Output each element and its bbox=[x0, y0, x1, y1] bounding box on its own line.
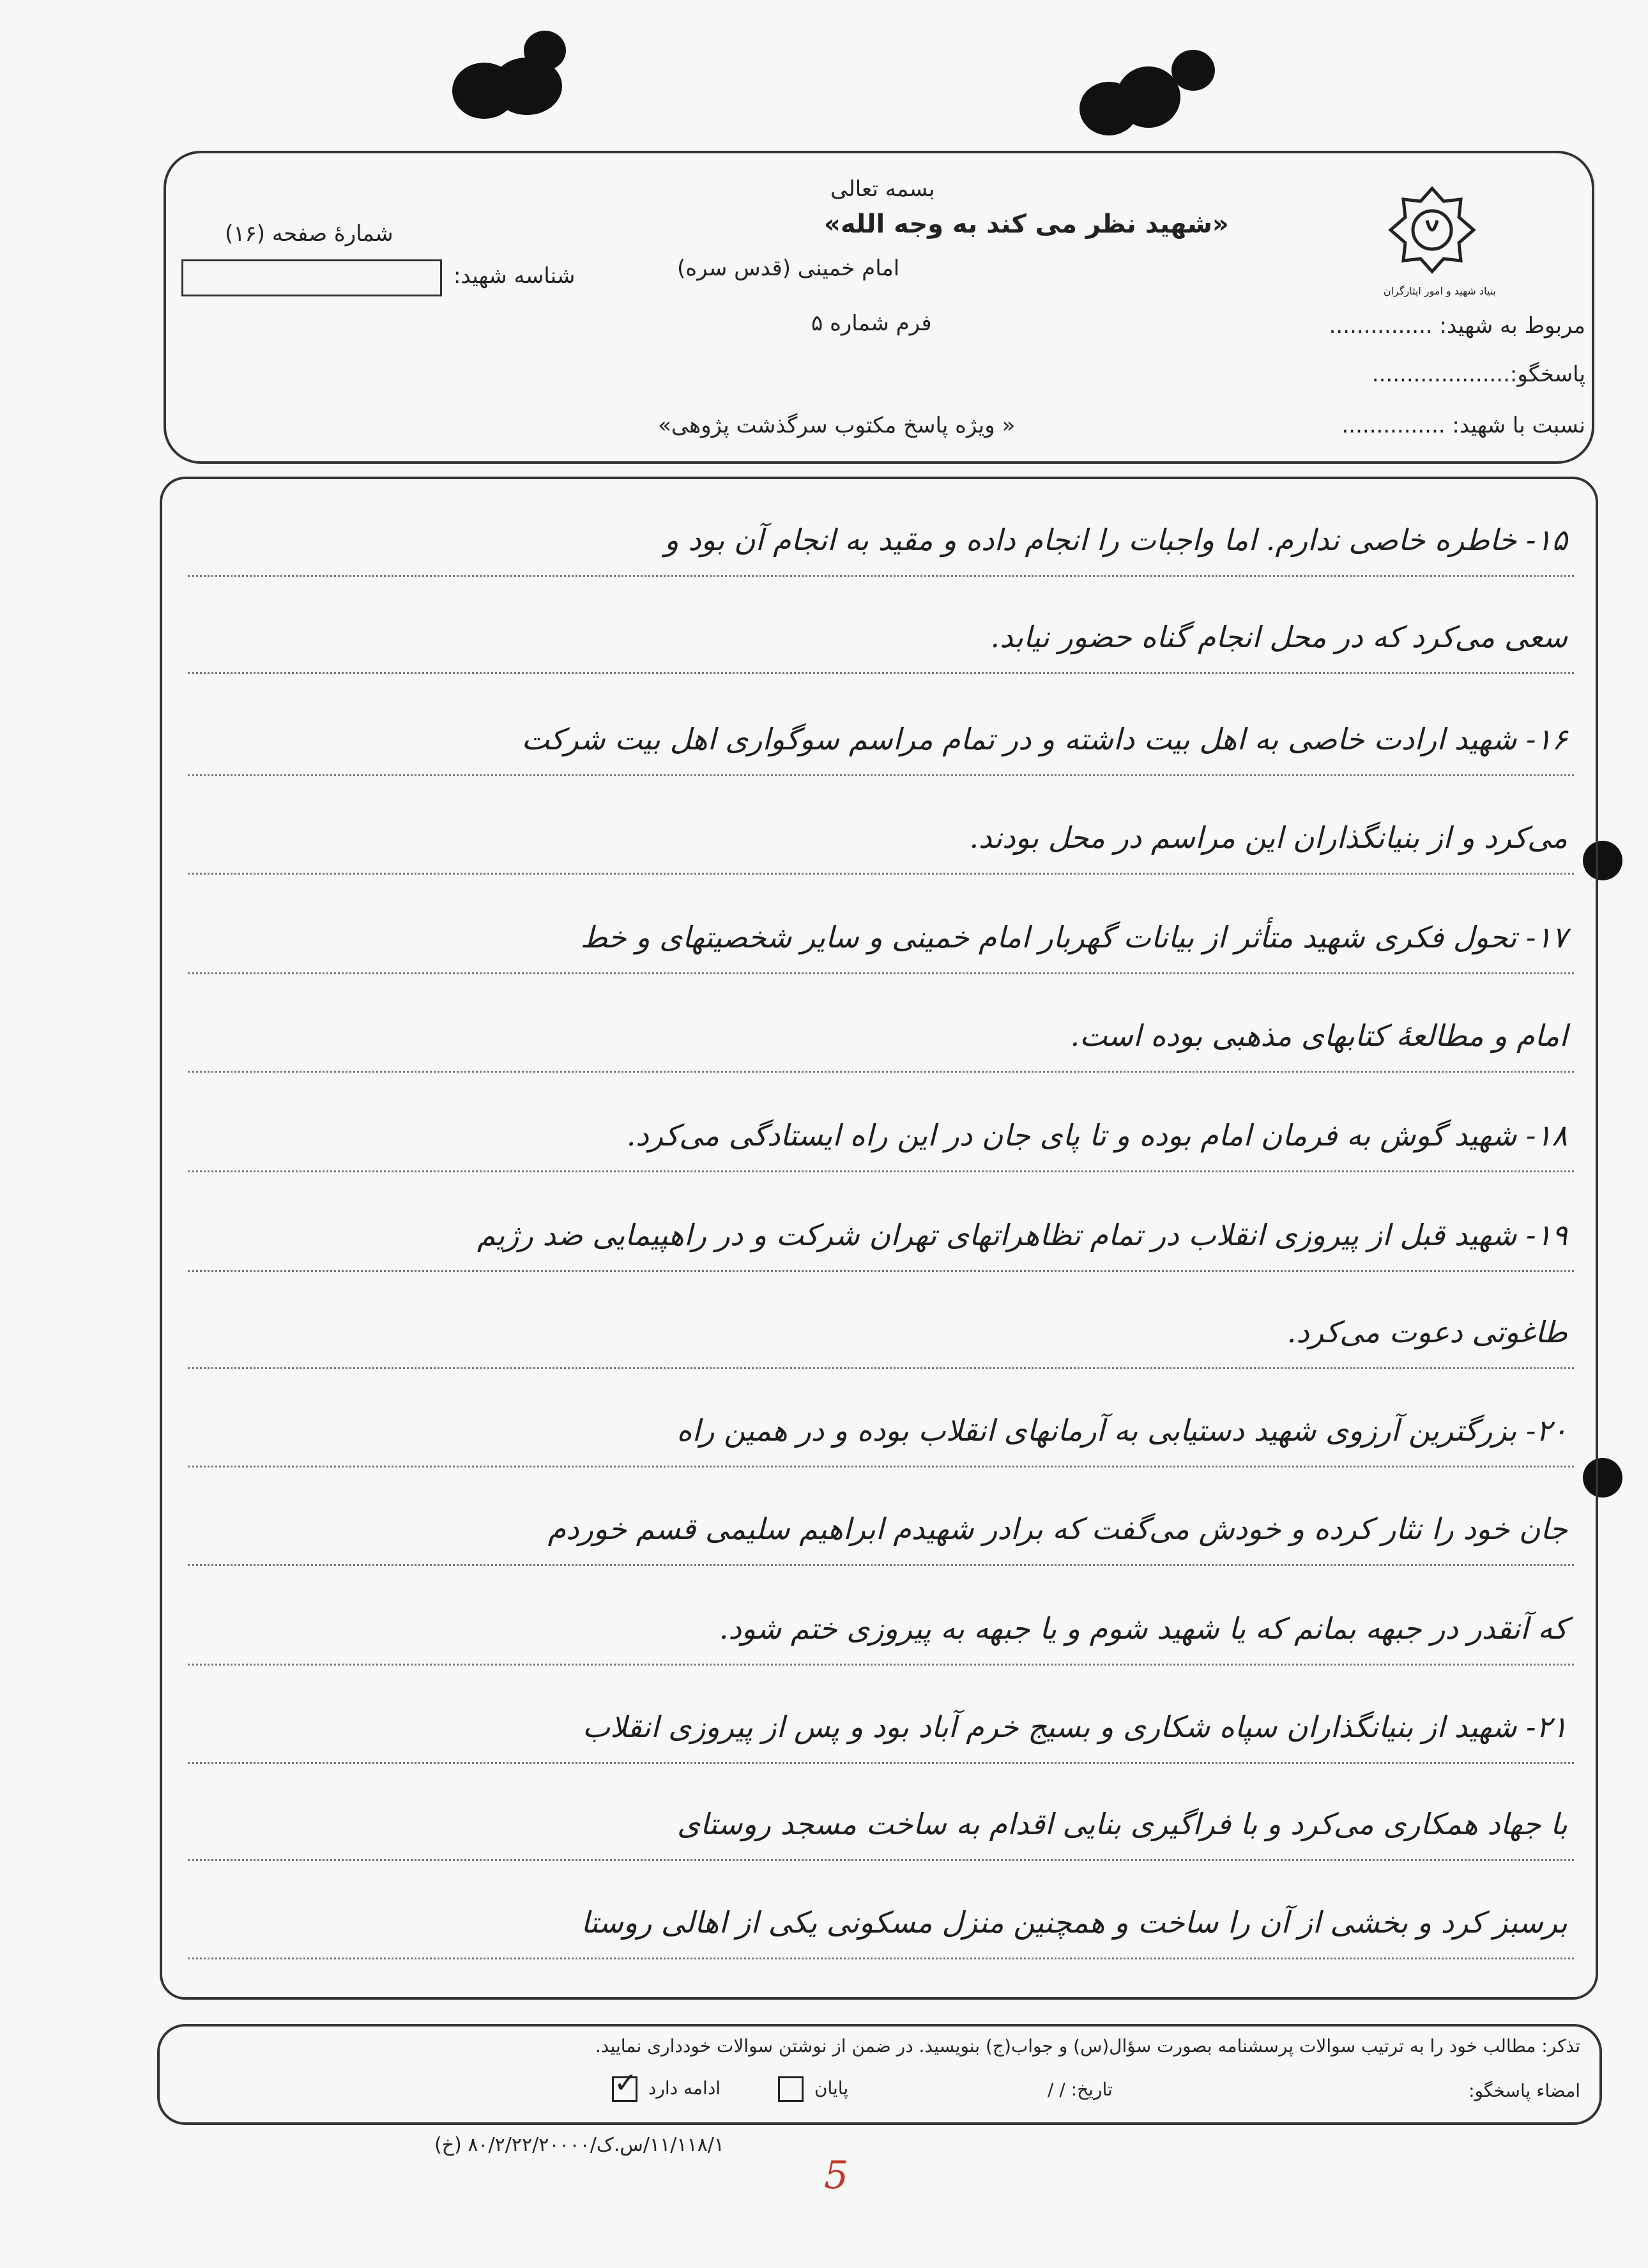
header-quote: «شهید نظر می کند به وجه الله» bbox=[824, 210, 1229, 239]
answer-line: ۱۶- شهید ارادت خاصی به اهل بیت داشته و در تمام مراسم سوگواری اهل بیت شرکت bbox=[188, 704, 1574, 776]
continue-checkbox[interactable] bbox=[612, 2076, 637, 2102]
logo-emblem-icon bbox=[1387, 185, 1477, 281]
answer-line: ۲۱- شهید از بنیانگذاران سپاه شکاری و بسیج خرم آباد بود و پس از پیروزی انقلاب bbox=[188, 1692, 1574, 1764]
continue-label-text: ادامه دارد bbox=[648, 2078, 721, 2099]
handwritten-page-number: 5 bbox=[824, 2153, 849, 2198]
ink-blot-left-3 bbox=[524, 31, 566, 70]
answer-line: برسبز کرد و بخشی از آن را ساخت و همچنین منزل مسکونی یکی از اهالی روستا bbox=[188, 1887, 1574, 1959]
header-box bbox=[164, 151, 1594, 464]
end-label bbox=[773, 2076, 848, 2102]
answer-line: ۲۰- بزرگترین آرزوی شهید دستیابی به آرمانهای انقلاب بوده و در همین راه bbox=[188, 1395, 1574, 1467]
page-number-label: شمارهٔ صفحه (۱۶) bbox=[225, 221, 393, 247]
foundation-logo bbox=[1387, 185, 1477, 281]
form-purpose: « ویژه پاسخ مکتوب سرگذشت پژوهی» bbox=[658, 413, 1016, 438]
martyr-id-field[interactable] bbox=[181, 259, 442, 296]
answer-line: ۱۷- تحول فکری شهید متأثر از بیانات گهربار امام خمینی و سایر شخصیتهای و خط bbox=[188, 902, 1574, 974]
martyr-id-label: شناسه شهید: bbox=[454, 263, 576, 289]
answer-line: ۱۵- خاطره خاصی ندارم. اما واجبات را انجام داده و مقید به انجام آن بود و bbox=[188, 505, 1574, 577]
date-label: تاریخ: / / bbox=[1048, 2079, 1113, 2100]
signature-label: امضاء پاسخگو: bbox=[1469, 2080, 1580, 2101]
answer-line: ۱۸- شهید گوش به فرمان امام بوده و تا پای جان در این راه ایستادگی می‌کرد. bbox=[188, 1100, 1574, 1172]
answer-line: که آنقدر در جبهه بمانم که یا شهید شوم و یا جبهه به پیروزی ختم شود. bbox=[188, 1593, 1574, 1666]
ink-blot-right-2 bbox=[1117, 66, 1180, 128]
bismillah: بسمه تعالی bbox=[830, 176, 935, 202]
form-number: فرم شماره ۵ bbox=[811, 310, 932, 336]
answer-line: ۱۹- شهید قبل از پیروزی انقلاب در تمام تظاهراتهای تهران شرکت و در راهپیمایی ضد رژیم bbox=[188, 1200, 1574, 1272]
answer-box bbox=[160, 477, 1598, 2000]
answer-line: سعی می‌کرد که در محل انجام گناه حضور نیابد. bbox=[188, 602, 1574, 674]
answer-line: امام و مطالعهٔ کتابهای مذهبی بوده است. bbox=[188, 1000, 1574, 1073]
ink-blot-right-3 bbox=[1171, 50, 1215, 91]
end-label-text: پایان bbox=[814, 2078, 849, 2099]
answer-line: طاغوتی دعوت می‌کرد. bbox=[188, 1297, 1574, 1369]
respondent-label: پاسخگو:.................... bbox=[1371, 362, 1585, 387]
related-to-label: مربوط به شهید: ............... bbox=[1329, 313, 1585, 339]
form-code: ۱۱/۱۱۸/۱/س.ک/۸۰/۲/۲۲/۲۰۰۰۰ (خ) bbox=[434, 2134, 724, 2156]
answer-line: با جهاد همکاری می‌کرد و با فراگیری بنایی اقدام به ساخت مسجد روستای bbox=[188, 1789, 1574, 1861]
relation-label: نسبت با شهید: ............... bbox=[1341, 413, 1585, 438]
answer-line: جان خود را نثار کرده و خودش می‌گفت که برادر شهیدم ابراهیم سلیمی قسم خوردم bbox=[188, 1494, 1574, 1566]
footer-note: تذکر: مطالب خود را به ترتیب سوالات پرسشنامه بصورت سؤال(س) و جواب(ج) بنویسید. در ضمن از نوشتن سوالات خودداری نمایید. bbox=[595, 2035, 1580, 2057]
end-checkbox[interactable] bbox=[778, 2076, 804, 2102]
footer-box bbox=[157, 2024, 1602, 2125]
quote-author: امام خمینی (قدس سره) bbox=[677, 256, 900, 281]
logo-caption: بنیاد شهید و امور ایثارگران bbox=[1383, 285, 1496, 297]
answer-line: می‌کرد و از بنیانگذاران این مراسم در محل بودند. bbox=[188, 802, 1574, 875]
continue-label bbox=[607, 2076, 721, 2102]
